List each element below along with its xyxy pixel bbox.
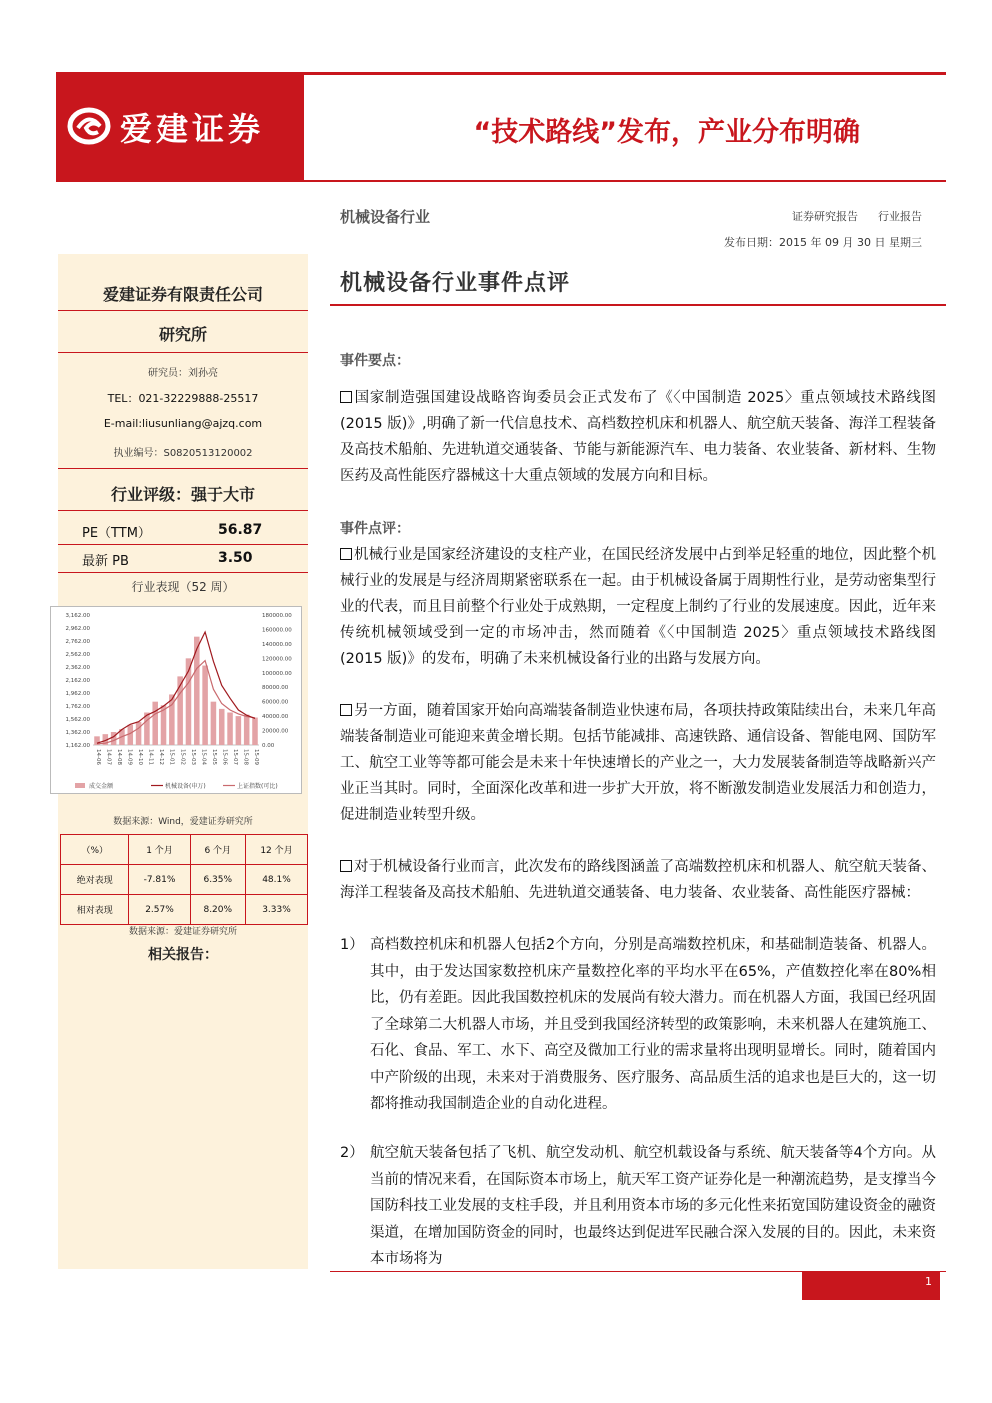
table-header: 12 个月 [245, 835, 307, 865]
chart-source: 数据来源：Wind，爱建证券研究所 [113, 817, 253, 827]
metric-pe-label: PE（TTM） [82, 526, 151, 541]
list-number: 1） [340, 937, 364, 953]
volume-bar [227, 713, 233, 746]
institute-name: 研究所 [158, 325, 207, 344]
event-paragraph [340, 385, 936, 489]
metric-pb-label: 最新 PB [82, 554, 129, 569]
table-header: （%） [61, 835, 129, 865]
report-type [700, 208, 922, 224]
divider [58, 310, 308, 311]
volume-bar [236, 716, 242, 745]
table-cell: 6.35% [190, 865, 245, 895]
table-row [61, 865, 308, 895]
volume-bar [252, 718, 258, 745]
volume-bar [219, 709, 225, 745]
divider [58, 544, 308, 545]
x-axis-tick-label: 15-08 [242, 749, 249, 765]
logo-icon [66, 106, 112, 146]
volume-bar [127, 725, 133, 745]
page-number: 1 [925, 1275, 932, 1288]
right-axis-tick-label: 20000.00 [262, 728, 289, 735]
table-cell: 相对表现 [61, 895, 129, 925]
divider [58, 352, 308, 353]
analyst-tel: TEL：021-32229888-25517 [107, 392, 259, 405]
volume-bar [244, 715, 250, 745]
event-heading: 事件要点： [340, 353, 410, 369]
left-axis-tick-label: 1,362.00 [65, 730, 90, 736]
analyst-name: 研究员：刘孙亮 [148, 368, 218, 379]
header-bottom-rule [304, 180, 946, 182]
report-title: “技术路线”发布，产业分布明确 [473, 117, 860, 148]
x-axis-tick-label: 15-05 [210, 749, 217, 765]
paragraph-text: 机械行业是国家经济建设的支柱产业，在国民经济发展中占到举足轻重的地位，因此整个机械行业的发展是与经济周期紧密联系在一起。由于机械设备属于周期性行业，是劳动密集型行业的代表，而且目前整个行业处于成熟期，一定程度上制约了行业的发展速度。因此，近年来传统机械领域受到一定的市场冲击，然而随着《〈中国制造 2025〉重点领域技术路线图(2015 版)》的发布，明确了未来机械设备行业的出路与发展方向。 [340, 547, 936, 667]
header-top-rule [304, 72, 946, 75]
left-axis-tick-label: 1,562.00 [65, 717, 90, 723]
table-source: 数据来源：爱建证券研究所 [128, 927, 237, 937]
x-axis-tick-label: 15-02 [179, 749, 186, 765]
comment-heading: 事件点评： [340, 521, 410, 537]
left-axis-tick-label: 1,962.00 [65, 691, 90, 697]
volume-bar [202, 666, 208, 745]
right-axis-tick-label: 40000.00 [262, 714, 289, 721]
x-axis-tick-label: 15-04 [200, 749, 207, 765]
x-axis-tick-label: 14-06 [95, 749, 101, 765]
metric-pe-value: 56.87 [218, 522, 263, 538]
left-axis-tick-label: 2,162.00 [65, 678, 90, 684]
x-axis-tick-label: 14-08 [116, 749, 123, 765]
chart-svg [51, 607, 301, 793]
right-axis-tick-label: 0.00 [262, 743, 275, 749]
right-axis-tick-label: 80000.00 [262, 685, 289, 692]
x-axis-tick-label: 15-07 [231, 749, 238, 765]
list-item [340, 1140, 936, 1273]
comment-paragraph-1 [340, 542, 936, 672]
x-axis-tick-label: 14-09 [126, 749, 133, 765]
volume-bar [211, 702, 217, 745]
table-cell: 3.33% [245, 895, 307, 925]
checkbox-bullet-icon [340, 860, 352, 872]
performance-table [60, 834, 308, 925]
table-cell: 绝对表现 [61, 865, 129, 895]
left-axis-tick-label: 2,562.00 [65, 652, 90, 658]
volume-bar [111, 732, 117, 745]
x-axis-tick-label: 15-06 [221, 749, 228, 765]
paragraph-text: 国家制造强国建设战略咨询委员会正式发布了《〈中国制造 2025〉重点领域技术路线图(2015 版)》,明确了新一代信息技术、高档数控机床和机器人、航空航天装备、海洋工程装备及高技术船舶、先进轨道交通装备、节能与新能源汽车、电力装备、农业装备、新材料、生物医药及高性能医疗器械这十大重点领域的发展方向和目标。 [340, 390, 936, 484]
publish-date: 发布日期：2015 年 09 月 30 日 星期三 [724, 236, 922, 249]
legend-label: 机械设备(申万) [165, 783, 206, 790]
left-axis-tick-label: 2,362.00 [65, 665, 90, 671]
x-axis-tick-label: 15-09 [253, 749, 259, 765]
table-row [61, 895, 308, 925]
right-axis-tick-label: 140000.00 [262, 641, 292, 648]
analyst-email[interactable]: E-mail:liusunliang@ajzq.com [103, 417, 263, 430]
related-reports-heading: 相关报告： [148, 947, 218, 963]
left-axis-tick-label: 3,162.00 [65, 613, 90, 619]
report-kind: 行业报告 [878, 210, 922, 223]
logo-text: 爱建证券 [120, 110, 265, 148]
volume-bar [136, 722, 142, 745]
industry-rating: 行业评级：强于大市 [110, 485, 255, 504]
metric-pb-value: 3.50 [218, 550, 253, 566]
list-number: 2） [340, 1145, 364, 1161]
right-axis-tick-label: 60000.00 [262, 699, 289, 706]
performance-chart [50, 606, 302, 794]
table-header: 1 个月 [129, 835, 190, 865]
left-axis-tick-label: 2,962.00 [65, 626, 90, 632]
table-header: 6 个月 [190, 835, 245, 865]
x-axis-tick-label: 15-01 [168, 749, 175, 765]
left-axis-tick-label: 1,162.00 [65, 743, 90, 749]
section-title: 机械设备行业事件点评 [340, 271, 571, 296]
industry-label: 机械设备行业 [340, 208, 431, 226]
volume-bar [152, 702, 158, 745]
performance-title: 行业表现（52 周） [131, 580, 235, 594]
list-text: 航空航天装备包括了飞机、航空发动机、航空机载设备与系统、航天装备等4个方向。从当前的情况来看，在国际资本市场上，航天军工资产证券化是一种潮流趋势，是支撑当今国防科技工业发展的支柱手段，并且利用资本市场的多元化性来拓宽国防建设资金的融资渠道，在增加国防资金的同时，也最终达到促进军民融合深入发展的目的。因此，未来资本市场将为 [370, 1145, 936, 1267]
x-axis-tick-label: 14-12 [158, 749, 165, 765]
license-number: 执业编号：S0820513120002 [113, 448, 253, 459]
comment-paragraph-3 [340, 854, 936, 906]
table-header-row [61, 835, 308, 865]
volume-bar [177, 676, 183, 745]
left-axis-tick-label: 1,762.00 [65, 704, 90, 710]
section-rule [330, 304, 946, 306]
table-cell: -7.81% [129, 865, 190, 895]
report-category: 证券研究报告 [792, 210, 858, 223]
paragraph-text: 另一方面，随着国家开始向高端装备制造业快速布局，各项扶持政策陆续出台，未来几年高端装备制造业可能迎来黄金增长期。包括节能减排、高速铁路、通信设备、智能电网、国防军工、航空工业等等都可能会是未来十年快速增长的产业之一，大力发展装备制造等战略新兴产业正当其时。同时，全面深化改革和进一步扩大开放，将不断激发制造业发展活力和创造力，促进制造业转型升级。 [340, 703, 936, 823]
right-axis-tick-label: 100000.00 [262, 670, 292, 677]
checkbox-bullet-icon [340, 548, 352, 560]
comment-paragraph-2 [340, 698, 936, 828]
divider [58, 510, 308, 511]
right-axis-tick-label: 120000.00 [262, 656, 292, 663]
right-axis-tick-label: 180000.00 [262, 613, 292, 619]
company-name: 爱建证券有限责任公司 [102, 285, 263, 304]
x-axis-tick-label: 14-07 [105, 749, 112, 765]
paragraph-text: 对于机械设备行业而言，此次发布的路线图涵盖了高端数控机床和机器人、航空航天装备、海洋工程装备及高技术船舶、先进轨道交通装备、电力装备、农业装备、高性能医疗器械： [340, 859, 936, 901]
x-axis-tick-label: 14-10 [137, 749, 144, 765]
checkbox-bullet-icon [340, 391, 352, 403]
divider [58, 468, 308, 469]
right-axis-tick-label: 160000.00 [262, 627, 292, 634]
x-axis-tick-label: 14-11 [147, 749, 154, 765]
legend-label: 上证指数(可比) [237, 783, 278, 790]
table-cell: 48.1% [245, 865, 307, 895]
table-cell: 2.57% [129, 895, 190, 925]
list-item [340, 932, 936, 1118]
x-axis-tick-label: 15-03 [189, 749, 196, 765]
table-cell: 8.20% [190, 895, 245, 925]
legend-swatch [75, 783, 85, 788]
legend-label: 成交金额 [89, 783, 114, 790]
checkbox-bullet-icon [340, 704, 352, 716]
divider [58, 572, 308, 573]
left-axis-tick-label: 2,762.00 [65, 639, 90, 645]
list-text: 高档数控机床和机器人包括2个方向，分别是高端数控机床，和基础制造装备、机器人。其中，由于发达国家数控机床产量数控化率的平均水平在65%，产值数控化率在80%相比，仍有差距。因此我国数控机床的发展尚有较大潜力。而在机器人方面，我国已经巩固了全球第二大机器人市场，并且受到我国经济转型的政策影响，未来机器人在建筑施工、石化、食品、军工、水下、高空及微加工行业的需求量将出现明显增长。同时，随着国内中产阶级的出现，未来对于消费服务、医疗服务、高品质生活的追求也是巨大的，这一切都将推动我国制造企业的自动化进程。 [370, 937, 936, 1112]
